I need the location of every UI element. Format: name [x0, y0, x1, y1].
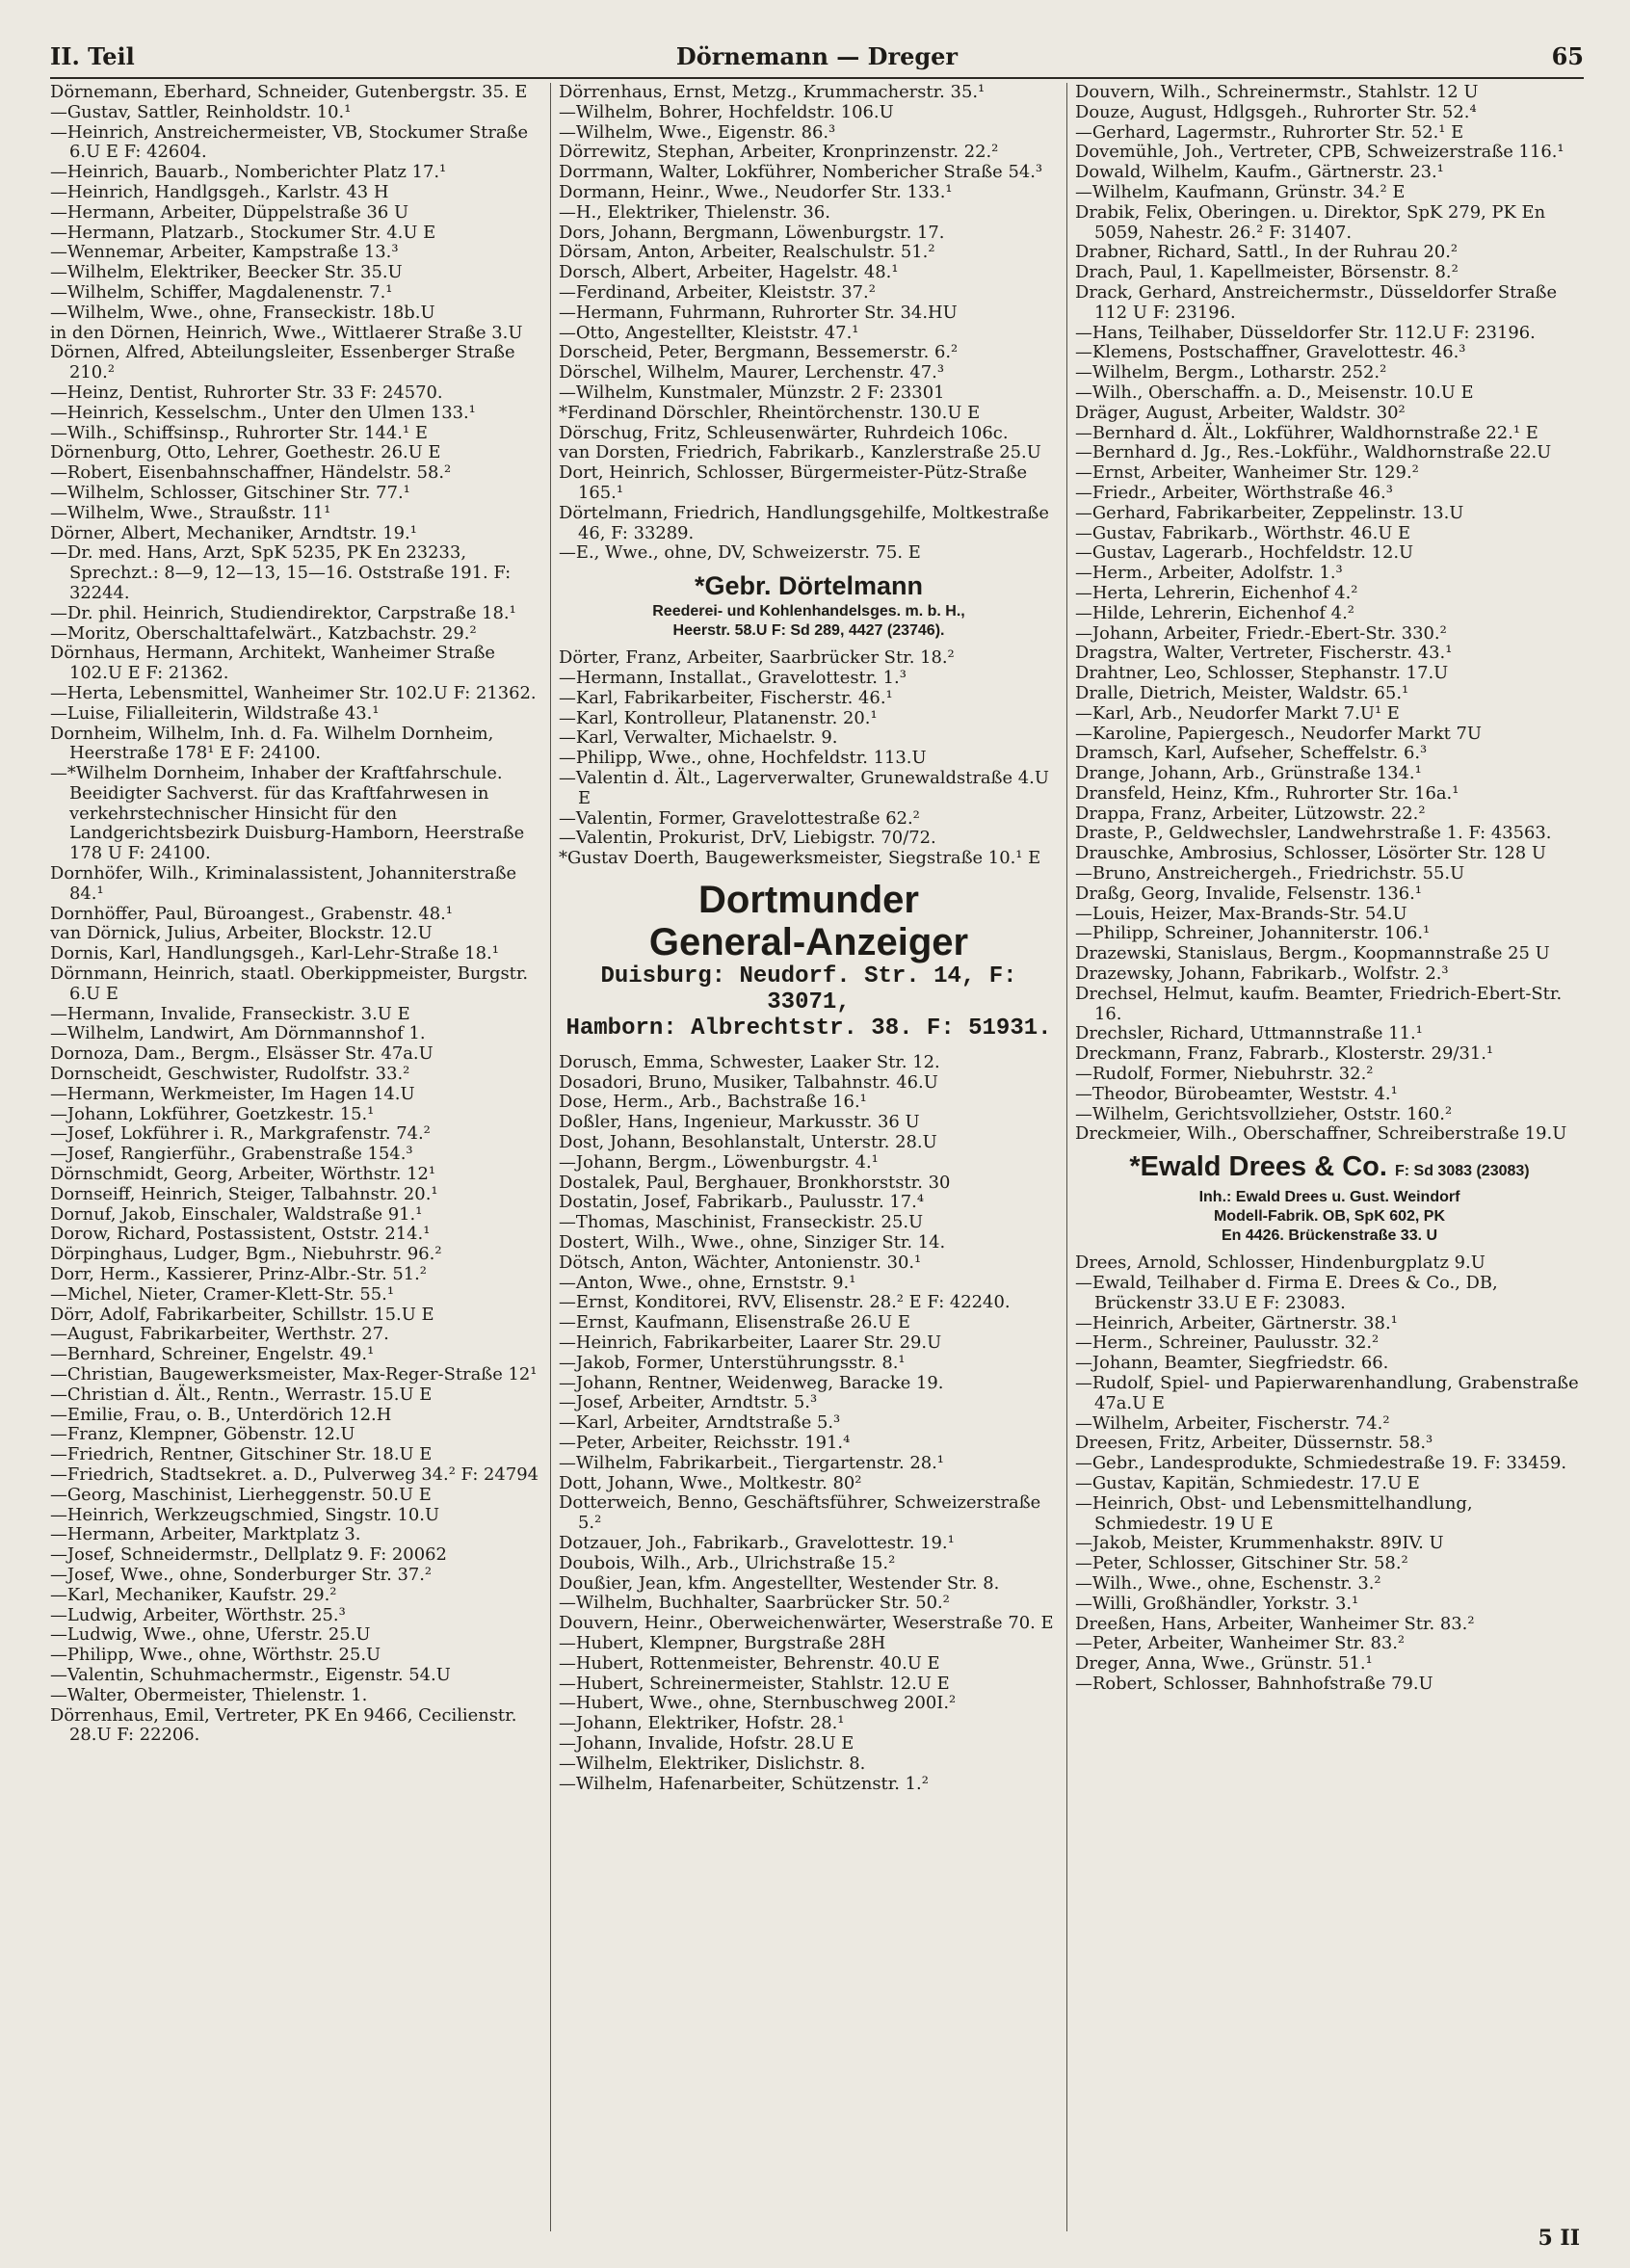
directory-entry: Dornheim, Wilhelm, Inh. d. Fa. Wilhelm Dornheim, Heerstraße 178¹ E F: 24100. — [50, 723, 494, 764]
directory-entry: Dorscheid, Peter, Bergmann, Bessemerstr. 6.² — [559, 342, 959, 363]
directory-entry: —Christian, Baugewerksmeister, Max-Reger-Straße 12¹ — [50, 1364, 538, 1385]
directory-entry: —Ewald, Teilhaber d. Firma E. Drees & Co., DB, Brückenstr 33.U E F: 23083. — [1075, 1273, 1498, 1313]
ad-title: General-Anzeiger — [648, 920, 969, 963]
directory-entry: Draste, P., Geldwechsler, Landwehrstraße 1. F: 43563. — [1075, 823, 1552, 844]
directory-entry: —E., Wwe., ohne, DV, Schweizerstr. 75. E — [559, 542, 921, 564]
directory-entry: —Jakob, Former, Unterstührungsstr. 8.¹ — [559, 1352, 906, 1373]
directory-entry: Drappa, Franz, Arbeiter, Lützowstr. 22.² — [1075, 803, 1426, 824]
directory-entry: —Hilde, Lehrerin, Eichenhof 4.² — [1075, 602, 1354, 623]
directory-entry: —Hermann, Arbeiter, Düppelstraße 36 U — [50, 201, 409, 223]
directory-entry: —Josef, Lokführer i. R., Markgrafenstr. 74.² — [50, 1123, 431, 1145]
directory-entry: —Hermann, Fuhrmann, Ruhrorter Str. 34.HU — [559, 302, 958, 323]
directory-entry: Drauschke, Ambrosius, Schlosser, Lösörter Str. 128 U — [1075, 843, 1546, 864]
directory-entry: —Ernst, Konditorei, RVV, Elisenstr. 28.² E F: 42240. — [559, 1292, 1011, 1313]
directory-entry: —Peter, Arbeiter, Reichsstr. 191.⁴ — [559, 1433, 851, 1454]
directory-entry: —Wilhelm, Wwe., Straußstr. 11¹ — [50, 502, 331, 523]
directory-entry: Drabner, Richard, Sattl., In der Ruhrau 20.² — [1075, 242, 1459, 263]
directory-entry: Dreckmeier, Wilh., Oberschaffner, Schreiberstraße 19.U — [1075, 1123, 1567, 1145]
directory-entry: Dreeßen, Hans, Arbeiter, Wanheimer Str. 83.² — [1075, 1613, 1475, 1634]
directory-entry: —Wilhelm, Schiffer, Magdalenenstr. 7.¹ — [50, 281, 393, 303]
directory-entry: —Johann, Invalide, Hofstr. 28.U E — [559, 1732, 854, 1754]
directory-entry: Dörnschmidt, Georg, Arbeiter, Wörthstr. 12¹ — [50, 1164, 436, 1185]
directory-entry: —Gustav, Kapitän, Schmiedestr. 17.U E — [1075, 1473, 1420, 1493]
ad-line: En 4426. Brückenstraße 33. U — [1221, 1227, 1438, 1245]
directory-entry: —Karl, Arbeiter, Arndtstraße 5.³ — [559, 1412, 841, 1434]
directory-entry: —Gustav, Lagerarb., Hochfeldstr. 12.U — [1075, 542, 1414, 564]
directory-entry: —Rudolf, Former, Niebuhrstr. 32.² — [1075, 1064, 1374, 1085]
directory-entry: Dornuf, Jakob, Einschaler, Waldstraße 91.¹ — [50, 1203, 423, 1225]
directory-entry: —Jakob, Meister, Krummenhakstr. 89IV. U — [1075, 1533, 1444, 1554]
directory-entry: —Dr. med. Hans, Arzt, SpK 5235, PK En 23233, Sprechzt.: 8—9, 12—13, 15—16. Oststraße 191. F: 32244. — [50, 542, 512, 603]
directory-entry: Dörpinghaus, Ludger, Bgm., Niebuhrstr. 96.² — [50, 1244, 442, 1265]
directory-entry: Dörrenhaus, Ernst, Metzg., Krummacherstr. 35.¹ — [559, 83, 986, 102]
directory-entry: van Dörnick, Julius, Arbeiter, Blockstr. 12.U — [50, 923, 433, 944]
directory-entry: Drazewsky, Johann, Fabrikarb., Wolfstr. 2.³ — [1075, 963, 1449, 985]
directory-entry: Dors, Johann, Bergmann, Löwenburgstr. 17. — [559, 222, 945, 243]
directory-entry: —Wilhelm, Hafenarbeiter, Schützenstr. 1.² — [559, 1773, 929, 1794]
directory-entry: —Wilhelm, Bergm., Lotharstr. 252.² — [1075, 362, 1387, 383]
directory-entry: —Hubert, Schreinermeister, Stahlstr. 12.U E — [559, 1673, 950, 1694]
directory-entry: —Philipp, Schreiner, Johanniterstr. 106.¹ — [1075, 923, 1431, 944]
directory-entry: —Wilhelm, Schlosser, Gitschiner Str. 77.¹ — [50, 482, 410, 503]
directory-entry: —Michel, Nieter, Cramer-Klett-Str. 55.¹ — [50, 1283, 395, 1305]
directory-entry: Drabik, Felix, Oberingen. u. Direktor, SpK 279, PK En 5059, Nahestr. 26.² F: 31407. — [1075, 201, 1546, 243]
directory-entry: —Heinrich, Obst- und Lebensmittelhandlung, Schmiedestr. 19 U E — [1075, 1492, 1473, 1534]
directory-entry: Dorow, Richard, Postassistent, Oststr. 214.¹ — [50, 1224, 431, 1245]
directory-entry: —Hans, Teilhaber, Düsseldorfer Str. 112.U F: 23196. — [1075, 322, 1536, 343]
directory-entry: Drees, Arnold, Schlosser, Hindenburgplatz 9.U — [1075, 1253, 1485, 1274]
page-number: 65 — [1551, 42, 1584, 70]
directory-entry: —Gerhard, Fabrikarbeiter, Zeppelinstr. 13.U — [1075, 502, 1464, 523]
directory-entry: —Bernhard d. Jg., Res.-Lokführ., Waldhornstraße 22.U — [1075, 442, 1552, 463]
directory-entry: —Wilhelm, Kaufmann, Grünstr. 34.² E — [1075, 181, 1406, 202]
column-2-entries-c — [559, 1053, 1059, 1794]
directory-entry: —Theodor, Bürobeamter, Weststr. 4.¹ — [1075, 1083, 1398, 1104]
directory-entry: Dorsch, Albert, Arbeiter, Hagelstr. 48.¹ — [559, 262, 899, 283]
directory-entry: —Gustav, Fabrikarb., Wörthstr. 46.U E — [1075, 522, 1411, 543]
directory-entry: —Friedr., Arbeiter, Wörthstraße 46.³ — [1075, 482, 1393, 503]
directory-entry: Dornhöfer, Wilh., Kriminalassistent, Johanniterstraße 84.¹ — [50, 863, 517, 904]
directory-entry: Draßg, Georg, Invalide, Felsenstr. 136.¹ — [1075, 883, 1422, 904]
directory-entry: Dörnemann, Eberhard, Schneider, Gutenbergstr. 35. E — [50, 83, 528, 102]
directory-entry: Dörnhaus, Hermann, Architekt, Wanheimer Straße 102.U E F: 21362. — [50, 643, 496, 684]
directory-entry: —Robert, Eisenbahnschaffner, Händelstr. 58.² — [50, 462, 452, 484]
ad-title — [1075, 1150, 1584, 1188]
directory-entry: —Christian d. Ält., Rentn., Werrastr. 15.U E — [50, 1384, 433, 1405]
directory-entry: Drechsel, Helmut, kaufm. Beamter, Friedrich-Ebert-Str. 16. — [1075, 983, 1563, 1024]
directory-entry: —Heinrich, Handlgsgeh., Karlstr. 43 H — [50, 181, 389, 202]
directory-entry: Dörnen, Alfred, Abteilungsleiter, Essenberger Straße 210.² — [50, 342, 515, 383]
directory-entry: —Philipp, Wwe., ohne, Wörthstr. 25.U — [50, 1645, 381, 1666]
directory-entry: Dornhöffer, Paul, Büroangest., Grabenstr. 48.¹ — [50, 903, 453, 924]
directory-entry: —Hermann, Werkmeister, Im Hagen 14.U — [50, 1083, 415, 1104]
directory-entry: Dörrewitz, Stephan, Arbeiter, Kronprinzenstr. 22.² — [559, 142, 999, 163]
directory-entry: —Heinrich, Werkzeugschmied, Singstr. 10.U — [50, 1504, 440, 1525]
directory-entry: —Heinrich, Kesselschm., Unter den Ulmen 133.¹ — [50, 402, 476, 423]
directory-entry: —Wilhelm, Elektriker, Dislichstr. 8. — [559, 1753, 866, 1774]
directory-entry: —Otto, Angestellter, Kleiststr. 47.¹ — [559, 322, 859, 343]
directory-entry: Dorr, Herm., Kassierer, Prinz-Albr.-Str. 51.² — [50, 1264, 427, 1285]
directory-entry: Drazewski, Stanislaus, Bergm., Koopmannstraße 25 U — [1075, 943, 1550, 964]
directory-entry: Dorrmann, Walter, Lokführer, Nombericher Straße 54.³ — [559, 162, 1043, 183]
ad-title-text: *Ewald Drees & Co. — [1129, 1151, 1387, 1183]
directory-entry: —Ernst, Arbeiter, Wanheimer Str. 129.² — [1075, 462, 1419, 484]
directory-entry: —Thomas, Maschinist, Franseckistr. 25.U — [559, 1212, 924, 1233]
ad-dortmunder-general-anzeiger — [559, 879, 1059, 1042]
ad-line: Modell-Fabrik. OB, SpK 602, PK — [1213, 1208, 1446, 1226]
directory-entry: —H., Elektriker, Thielenstr. 36. — [559, 201, 830, 223]
directory-entry: —Wilhelm, Landwirt, Am Dörnmannshof 1. — [50, 1023, 426, 1044]
directory-entry: —Heinrich, Fabrikarbeiter, Laarer Str. 29.U — [559, 1332, 942, 1354]
directory-entry: Dreckmann, Franz, Fabrarb., Klosterstr. 29/31.¹ — [1075, 1043, 1494, 1065]
directory-entry: —Hermann, Platzarb., Stockumer Str. 4.U E — [50, 222, 436, 243]
directory-entry: —Ludwig, Arbeiter, Wörthstr. 25.³ — [50, 1604, 346, 1625]
directory-entry: —Wilhelm, Buchhalter, Saarbrücker Str. 50.² — [559, 1593, 950, 1614]
directory-entry: —Josef, Schneidermstr., Dellplatz 9. F: 20062 — [50, 1544, 447, 1566]
ad-line: Reederei- und Kohlenhandelsges. m. b. H., — [652, 603, 965, 620]
directory-entry: —Karl, Verwalter, Michaelstr. 9. — [559, 727, 838, 749]
directory-entry: Dreger, Anna, Wwe., Grünstr. 51.¹ — [1075, 1653, 1373, 1675]
column-3-entries-b — [1075, 1253, 1584, 1695]
directory-entry: —Peter, Schlosser, Gitschiner Str. 58.² — [1075, 1553, 1408, 1574]
directory-entry: —Friedrich, Rentner, Gitschiner Str. 18.U E — [50, 1444, 433, 1465]
directory-entry: —Johann, Arbeiter, Friedr.-Ebert-Str. 330.² — [1075, 622, 1447, 644]
directory-entry: —Hermann, Installat., Gravelottestr. 1.³ — [559, 667, 907, 688]
directory-entry: —Bernhard, Schreiner, Engelstr. 49.¹ — [50, 1344, 375, 1365]
directory-entry: —Herm., Arbeiter, Adolfstr. 1.³ — [1075, 563, 1343, 584]
directory-entry: —Luise, Filialleiterin, Wildstraße 43.¹ — [50, 702, 380, 724]
directory-entry: —Hubert, Rottenmeister, Behrenstr. 40.U E — [559, 1652, 940, 1674]
directory-entry: Dornoza, Dam., Bergm., Elsässer Str. 47a.U — [50, 1043, 434, 1065]
directory-entry: van Dorsten, Friedrich, Fabrikarb., Kanzlerstraße 25.U — [559, 442, 1041, 463]
directory-entry: —Karl, Mechaniker, Kaufstr. 29.² — [50, 1584, 337, 1605]
directory-entry: —Hermann, Invalide, Franseckistr. 3.U E — [50, 1003, 410, 1024]
directory-entry: —Hermann, Arbeiter, Marktplatz 3. — [50, 1524, 361, 1545]
directory-entry: —Anton, Wwe., ohne, Ernststr. 9.¹ — [559, 1272, 856, 1293]
directory-entry: —Wilhelm, Kunstmaler, Münzstr. 2 F: 23301 — [559, 382, 945, 403]
ad-line: Duisburg: Neudorf. Str. 14, F: 33071, — [600, 963, 1017, 1015]
directory-entry: —Heinrich, Anstreichermeister, VB, Stockumer Straße 6.U E F: 42604. — [50, 121, 529, 163]
column-2-entries-b — [559, 648, 1059, 869]
directory-entry: Dormann, Heinr., Wwe., Neudorfer Str. 133.¹ — [559, 181, 953, 202]
directory-entry: *Gustav Doerth, Baugewerksmeister, Siegstraße 10.¹ E — [559, 848, 1041, 869]
directory-entry: —Walter, Obermeister, Thielenstr. 1. — [50, 1684, 368, 1705]
directory-entry: Dotzauer, Joh., Fabrikarb., Gravelottestr. 19.¹ — [559, 1533, 955, 1554]
directory-entry: —Robert, Schlosser, Bahnhofstraße 79.U — [1075, 1673, 1433, 1694]
directory-entry: Dott, Johann, Wwe., Moltkestr. 80² — [559, 1472, 862, 1493]
directory-entry: —Dr. phil. Heinrich, Studiendirektor, Carpstraße 18.¹ — [50, 602, 516, 623]
directory-entry: —Georg, Maschinist, Lierheggenstr. 50.U E — [50, 1484, 432, 1505]
ad-title: Dortmunder — [698, 878, 919, 921]
directory-entry: —Willi, Großhändler, Yorkstr. 3.¹ — [1075, 1593, 1359, 1614]
directory-entry: Dörtelmann, Friedrich, Handlungsgehilfe, Moltkestraße 46, F: 33289. — [559, 502, 1049, 543]
directory-entry: —Peter, Arbeiter, Wanheimer Str. 83.² — [1075, 1633, 1406, 1654]
directory-entry: —Gebr., Landesprodukte, Schmiedestraße 19. F: 33459. — [1075, 1453, 1567, 1474]
directory-entry: —Josef, Wwe., ohne, Sonderburger Str. 37.² — [50, 1564, 433, 1585]
column-3 — [1067, 83, 1584, 2231]
directory-entry: —Johann, Elektriker, Hofstr. 28.¹ — [559, 1713, 845, 1734]
directory-entry: Drack, Gerhard, Anstreichermstr., Düsseldorfer Straße 112 U F: 23196. — [1075, 281, 1558, 323]
directory-entry: —Emilie, Frau, o. B., Unterdörich 12.H — [50, 1404, 392, 1425]
directory-entry: —Valentin, Schuhmachermstr., Eigenstr. 54.U — [50, 1664, 451, 1685]
directory-entry: Dramsch, Karl, Aufseher, Scheffelstr. 6.³ — [1075, 743, 1428, 764]
directory-entry: Dostert, Wilh., Wwe., ohne, Sinziger Str. 14. — [559, 1232, 946, 1253]
directory-entry: —Karl, Fabrikarbeiter, Fischerstr. 46.¹ — [559, 687, 893, 708]
directory-entry: —Johann, Bergm., Löwenburgstr. 4.¹ — [559, 1151, 879, 1173]
column-3-entries-a — [1075, 83, 1584, 1145]
directory-entry: —Wilhelm, Bohrer, Hochfeldstr. 106.U — [559, 101, 894, 122]
directory-entry: —Valentin d. Ält., Lagerverwalter, Grunewaldstraße 4.U E — [559, 767, 1049, 808]
directory-entry: Douvern, Heinr., Oberweichenwärter, Weserstraße 70. E — [559, 1613, 1054, 1634]
directory-entry: —*Wilhelm Dornheim, Inhaber der Kraftfahrschule. Beeidigter Sachverst. für das Kraftfahrwesen in verkehrstechnischer Hinsicht für den Landgerichtsbezirk Duisburg-Hamborn, Heerstraße 178 U F: 24100. — [50, 763, 525, 864]
directory-entry: —Karl, Arb., Neudorfer Markt 7.U¹ E — [1075, 702, 1400, 724]
directory-entry: Dostatin, Josef, Fabrikarb., Paulusstr. 17.⁴ — [559, 1192, 924, 1213]
directory-entry: Dötsch, Anton, Wächter, Antonienstr. 30.¹ — [559, 1252, 922, 1273]
directory-entry: Dovemühle, Joh., Vertreter, CPB, Schweizerstraße 116.¹ — [1075, 142, 1564, 163]
directory-entry: —Wennemar, Arbeiter, Kampstraße 13.³ — [50, 242, 399, 263]
column-2 — [551, 83, 1067, 2231]
directory-entry: —Franz, Klempner, Göbenstr. 12.U — [50, 1424, 355, 1445]
directory-entry: Dost, Johann, Besohlanstalt, Unterstr. 28.U — [559, 1132, 937, 1153]
directory-entry: —Gerhard, Lagermstr., Ruhrorter Str. 52.¹ E — [1075, 121, 1464, 143]
directory-entry: Douvern, Wilh., Schreinermstr., Stahlstr. 12 U — [1075, 83, 1479, 102]
directory-entry: Douze, August, Hdlgsgeh., Ruhrorter Str. 52.⁴ — [1075, 101, 1477, 122]
directory-entry: —Ludwig, Wwe., ohne, Uferstr. 25.U — [50, 1624, 371, 1646]
directory-entry: —Wilh., Wwe., ohne, Eschenstr. 3.² — [1075, 1572, 1381, 1594]
directory-entry: —Louis, Heizer, Max-Brands-Str. 54.U — [1075, 903, 1407, 924]
directory-entry: —Rudolf, Spiel- und Papierwarenhandlung, Grabenstraße 47a.U E — [1075, 1373, 1579, 1413]
directory-entry: —Josef, Arbeiter, Arndtstr. 5.³ — [559, 1392, 818, 1413]
directory-entry: Drahtner, Leo, Schlosser, Stephanstr. 17.U — [1075, 663, 1449, 684]
directory-entry: —Valentin, Former, Gravelottestraße 62.² — [559, 807, 920, 829]
directory-entry: —Klemens, Postschaffner, Gravelottestr. 46.³ — [1075, 342, 1466, 363]
column-2-entries-a — [559, 83, 1059, 564]
directory-entry: —Wilhelm, Wwe., Eigenstr. 86.³ — [559, 121, 836, 143]
directory-entry: —Wilhelm, Fabrikarbeit., Tiergartenstr. 28.¹ — [559, 1452, 944, 1473]
directory-entry: —Wilhelm, Wwe., ohne, Franseckistr. 18b.U — [50, 302, 435, 323]
directory-entry: Drechsler, Richard, Uttmannstraße 11.¹ — [1075, 1023, 1423, 1044]
ad-title: *Gebr. Dörtelmann — [694, 571, 924, 601]
directory-entry: —Moritz, Oberschalttafelwärt., Katzbachstr. 29.² — [50, 622, 477, 644]
directory-entry: —Johann, Beamter, Siegfriedstr. 66. — [1075, 1353, 1389, 1374]
directory-columns — [50, 83, 1584, 2231]
directory-entry: Dose, Herm., Arb., Bachstraße 16.¹ — [559, 1092, 867, 1113]
directory-entry: Dotterweich, Benno, Geschäftsführer, Schweizerstraße 5.² — [559, 1492, 1041, 1534]
ad-phone: F: Sd 3083 (23083) — [1394, 1163, 1530, 1180]
directory-entry: —Bernhard d. Ält., Lokführer, Waldhornstraße 22.¹ E — [1075, 422, 1538, 443]
ad-line: Hamborn: Albrechtstr. 38. F: 51931. — [565, 1015, 1052, 1042]
directory-entry: —Valentin, Prokurist, DrV, Liebigstr. 70/72. — [559, 828, 936, 849]
directory-entry: Dörsam, Anton, Arbeiter, Realschulstr. 51.² — [559, 242, 935, 263]
directory-entry: Dörnmann, Heinrich, staatl. Oberkippmeister, Burgstr. 6.U E — [50, 963, 529, 1004]
directory-entry: —Gustav, Sattler, Reinholdstr. 10.¹ — [50, 101, 352, 122]
directory-entry: Dörner, Albert, Mechaniker, Arndtstr. 19.¹ — [50, 522, 417, 543]
ad-line: Inh.: Ewald Drees u. Gust. Weindorf — [1198, 1189, 1460, 1206]
directory-entry: —Friedrich, Stadtsekret. a. D., Pulverweg 34.² F: 24794 — [50, 1464, 539, 1485]
directory-entry: —Hubert, Klempner, Burgstraße 28H — [559, 1633, 886, 1653]
signature-mark: 5 II — [1538, 2226, 1580, 2251]
directory-entry: —August, Fabrikarbeiter, Werthstr. 27. — [50, 1324, 389, 1345]
ad-line: Heerstr. 58.U F: Sd 289, 4427 (23746). — [672, 622, 945, 640]
directory-entry: —Heinrich, Arbeiter, Gärtnerstr. 38.¹ — [1075, 1312, 1398, 1333]
directory-entry: —Karoline, Papiergesch., Neudorfer Markt 7U — [1075, 723, 1482, 744]
directory-entry: Dörrenhaus, Emil, Vertreter, PK En 9466, Cecilienstr. 28.U F: 22206. — [50, 1704, 517, 1746]
ad-gebr-doertelmann — [559, 569, 1059, 641]
directory-entry: —Hubert, Wwe., ohne, Sternbuschweg 200I.² — [559, 1693, 957, 1714]
directory-entry: Dorusch, Emma, Schwester, Laaker Str. 12. — [559, 1051, 940, 1072]
directory-entry: —Heinz, Dentist, Ruhrorter Str. 33 F: 24570. — [50, 382, 443, 403]
directory-entry: Dreesen, Fritz, Arbeiter, Düssernstr. 58.³ — [1075, 1433, 1433, 1454]
directory-entry: Dort, Heinrich, Schlosser, Bürgermeister-Pütz-Straße 165.¹ — [559, 462, 1028, 503]
directory-entry: —Herta, Lebensmittel, Wanheimer Str. 102.U F: 21362. — [50, 682, 537, 703]
directory-entry: Doußier, Jean, kfm. Angestellter, Westender Str. 8. — [559, 1572, 1000, 1594]
directory-entry: —Wilhelm, Gerichtsvollzieher, Oststr. 160.² — [1075, 1103, 1453, 1124]
directory-entry: —Ernst, Kaufmann, Elisenstraße 26.U E — [559, 1312, 910, 1333]
directory-entry: in den Dörnen, Heinrich, Wwe., Wittlaerer Straße 3.U — [50, 322, 523, 343]
directory-entry: —Josef, Rangierführ., Grabenstraße 154.³ — [50, 1144, 413, 1165]
directory-entry: —Philipp, Wwe., ohne, Hochfeldstr. 113.U — [559, 748, 927, 769]
directory-entry: —Wilhelm, Elektriker, Beecker Str. 35.U — [50, 262, 403, 283]
directory-entry: Dornseiff, Heinrich, Steiger, Talbahnstr. 20.¹ — [50, 1183, 438, 1204]
directory-entry: —Herm., Schreiner, Paulusstr. 32.² — [1075, 1332, 1380, 1354]
directory-entry: *Ferdinand Dörschler, Rheintörchenstr. 130.U E — [559, 402, 981, 423]
directory-entry: Dörschel, Wilhelm, Maurer, Lerchenstr. 47.³ — [559, 362, 944, 383]
directory-entry: —Wilh., Oberschaffn. a. D., Meisenstr. 10.U E — [1075, 382, 1474, 403]
directory-entry: Dralle, Dietrich, Meister, Waldstr. 65.¹ — [1075, 682, 1409, 703]
directory-entry: Dowald, Wilhelm, Kaufm., Gärtnerstr. 23.¹ — [1075, 162, 1444, 183]
directory-entry: Dragstra, Walter, Vertreter, Fischerstr. 43.¹ — [1075, 643, 1453, 664]
directory-entry: Dörschug, Fritz, Schleusenwärter, Ruhrdeich 106c. — [559, 422, 1009, 443]
section-label: II. Teil — [50, 42, 135, 70]
directory-entry: —Ferdinand, Arbeiter, Kleiststr. 37.² — [559, 281, 876, 303]
directory-entry: —Wilh., Schiffsinsp., Ruhrorter Str. 144.¹ E — [50, 422, 428, 443]
directory-entry: Dransfeld, Heinz, Kfm., Ruhrorter Str. 16a.¹ — [1075, 782, 1459, 804]
directory-entry: Dostalek, Paul, Berghauer, Bronkhorststr. 30 — [559, 1172, 951, 1193]
directory-entry: Doßler, Hans, Ingenieur, Markusstr. 36 U — [559, 1112, 920, 1133]
column-1 — [50, 83, 551, 2231]
directory-entry: Dörnenburg, Otto, Lehrer, Goethestr. 26.U E — [50, 442, 441, 463]
directory-entry: —Johann, Lokführer, Goetzkestr. 15.¹ — [50, 1103, 375, 1124]
directory-entry: —Herta, Lehrerin, Eichenhof 4.² — [1075, 582, 1358, 603]
page-header — [50, 39, 1584, 79]
directory-entry: Dornis, Karl, Handlungsgeh., Karl-Lehr-Straße 18.¹ — [50, 943, 499, 964]
directory-entry: Drange, Johann, Arb., Grünstraße 134.¹ — [1075, 763, 1422, 784]
directory-entry: Dräger, August, Arbeiter, Waldstr. 30² — [1075, 402, 1406, 423]
directory-entry: Dosadori, Bruno, Musiker, Talbahnstr. 46.U — [559, 1071, 938, 1093]
directory-entry: —Johann, Rentner, Weidenweg, Baracke 19. — [559, 1372, 944, 1393]
directory-entry: —Bruno, Anstreichergeh., Friedrichstr. 55.U — [1075, 863, 1465, 884]
directory-entry: —Karl, Kontrolleur, Platanenstr. 20.¹ — [559, 707, 878, 728]
directory-entry: Dornscheidt, Geschwister, Rudolfstr. 33.² — [50, 1064, 410, 1085]
directory-entry: Dörr, Adolf, Fabrikarbeiter, Schillstr. 15.U E — [50, 1304, 434, 1325]
directory-entry: Doubois, Wilh., Arb., Ulrichstraße 15.² — [559, 1552, 896, 1573]
directory-entry: —Heinrich, Bauarb., Nomberichter Platz 17.¹ — [50, 162, 447, 183]
directory-entry: Drach, Paul, 1. Kapellmeister, Börsenstr. 8.² — [1075, 262, 1459, 283]
ad-ewald-drees — [1075, 1150, 1584, 1246]
directory-entry: —Wilhelm, Arbeiter, Fischerstr. 74.² — [1075, 1412, 1390, 1434]
page-range-title: Dörnemann — Dreger — [675, 42, 959, 70]
directory-entry: Dörter, Franz, Arbeiter, Saarbrücker Str. 18.² — [559, 647, 955, 669]
